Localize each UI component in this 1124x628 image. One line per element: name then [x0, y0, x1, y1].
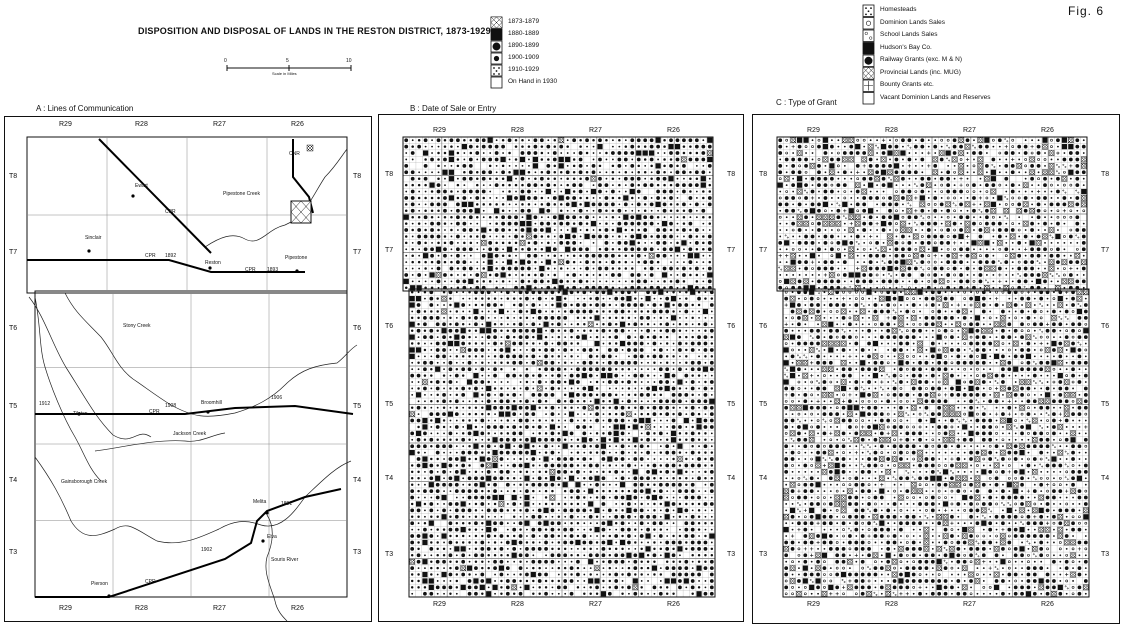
- figure-number: Fig. 6: [1068, 4, 1105, 18]
- stony-creek: [65, 293, 357, 416]
- range-label-top: R27: [589, 127, 602, 134]
- township-label-left: T5: [385, 401, 394, 408]
- cpr-reston-line: [27, 260, 305, 272]
- panelB-grid: [379, 115, 745, 623]
- township-label-left: T8: [759, 171, 768, 178]
- township-label-right: T8: [353, 173, 362, 180]
- legend-swatch-small: [491, 65, 502, 76]
- reserve-marker: [307, 145, 313, 151]
- township-label-right: T7: [727, 247, 736, 254]
- township-label-right: T8: [727, 171, 736, 178]
- township-label-left: T6: [759, 323, 768, 330]
- township-label-right: T5: [353, 403, 362, 410]
- panel-b-title: B : Date of Sale or Entry: [410, 104, 497, 113]
- legend-label: Vacant Dominion Lands and Reserves: [880, 93, 991, 101]
- legend-swatch-med: [491, 53, 502, 64]
- township-label-left: T6: [385, 323, 394, 330]
- map-label-cpr: CPR: [149, 409, 160, 415]
- scale-tick-5: 5: [286, 58, 289, 64]
- legend-swatch-ring: [863, 18, 874, 30]
- legend-swatch-black: [863, 43, 874, 55]
- map-label-pierson: Pierson: [91, 581, 108, 587]
- range-label-bottom: R27: [589, 601, 602, 608]
- township-label-left: T4: [759, 475, 768, 482]
- map-label-souris_river: Souris River: [271, 557, 299, 563]
- range-label-top: R29: [807, 127, 820, 134]
- legend-label: Bounty Grants etc.: [880, 81, 934, 88]
- map-label-y1893: 1893: [267, 267, 279, 273]
- legend-swatch-small: [863, 5, 874, 17]
- panelC-grid: [753, 115, 1119, 623]
- range-label-bottom: R28: [135, 605, 148, 612]
- upper-river: [29, 297, 151, 439]
- range-label-top: R28: [511, 127, 524, 134]
- map-label-cnr: CNR: [289, 151, 300, 157]
- township-label-left: T3: [759, 551, 768, 558]
- legend-label: Dominion Lands Sales: [880, 18, 946, 26]
- map-title: DISPOSITION AND DISPOSAL OF LANDS IN THE RESTON DISTRICT, 1873-1929: [138, 26, 491, 36]
- scale-label: Scale in Miles: [272, 71, 297, 76]
- township-label-right: T3: [353, 549, 362, 556]
- township-label-right: T6: [1101, 323, 1110, 330]
- range-label-bottom: R29: [433, 601, 446, 608]
- map-label-y1892: 1892: [165, 253, 177, 259]
- range-label-bottom: R26: [667, 601, 680, 608]
- legend-label: On Hand in 1930: [508, 78, 558, 85]
- legend-label: Hudson's Bay Co.: [880, 43, 932, 51]
- township-label-left: T7: [9, 249, 18, 256]
- legend-swatch-cross: [491, 17, 502, 28]
- legend-label: School Lands Sales: [880, 31, 938, 38]
- township-label-right: T5: [727, 401, 736, 408]
- township-label-left: T6: [9, 325, 18, 332]
- township-label-right: T4: [727, 475, 736, 482]
- township-label-right: T7: [353, 249, 362, 256]
- map-label-cpr: CPR: [145, 579, 156, 585]
- map-label-reston: Reston: [205, 260, 221, 266]
- town-marker: [131, 194, 134, 197]
- reserve-block: [291, 201, 311, 223]
- legend-label: 1900-1909: [508, 54, 540, 61]
- map-label-elva: Elva: [267, 534, 277, 540]
- town-marker: [107, 594, 110, 597]
- legend-label: 1910-1929: [508, 66, 540, 73]
- panel-a: [4, 116, 372, 622]
- township-label-left: T3: [9, 549, 18, 556]
- map-label-gainsborough_creek: Gainsborough Creek: [61, 479, 108, 485]
- legend-swatch-big: [491, 41, 502, 52]
- legend-label: 1880-1889: [508, 30, 540, 37]
- map-label-sinclair: Sinclair: [85, 235, 102, 241]
- legend-swatch-plus: [863, 80, 874, 92]
- town-marker: [206, 410, 209, 413]
- range-label-top: R26: [291, 121, 304, 128]
- map-label-y1912: 1912: [39, 401, 51, 407]
- dateLegend-swatches: [490, 16, 506, 92]
- panel-c-title: C : Type of Grant: [776, 98, 837, 107]
- township-label-right: T4: [353, 477, 362, 484]
- grantLegend-swatches: [862, 4, 878, 108]
- town-marker: [208, 266, 211, 269]
- map-label-tilston: Tilston: [73, 411, 88, 417]
- township-label-right: T6: [353, 325, 362, 332]
- map-label-cpr: CPR: [165, 209, 176, 215]
- town-marker: [87, 249, 90, 252]
- range-label-bottom: R27: [963, 601, 976, 608]
- township-label-right: T6: [727, 323, 736, 330]
- range-label-top: R29: [59, 121, 72, 128]
- map-label-y1891: 1891: [281, 501, 293, 507]
- township-label-right: T3: [727, 551, 736, 558]
- range-label-bottom: R29: [807, 601, 820, 608]
- grant-legend: [862, 4, 1042, 108]
- scale-bar: [224, 60, 354, 80]
- township-label-right: T3: [1101, 551, 1110, 558]
- township-label-right: T5: [1101, 401, 1110, 408]
- range-label-top: R26: [667, 127, 680, 134]
- township-label-left: T3: [385, 551, 394, 558]
- legend-label: 1873-1879: [508, 18, 540, 25]
- date-legend: [490, 16, 600, 96]
- legend-swatch-ring2: [863, 30, 874, 42]
- legend-label: Provincial Lands (inc. MUG): [880, 68, 961, 76]
- range-label-bottom: R29: [59, 605, 72, 612]
- range-label-top: R29: [433, 127, 446, 134]
- map-label-y1908: 1908: [165, 403, 177, 409]
- range-label-bottom: R27: [213, 605, 226, 612]
- legend-label: Homesteads: [880, 6, 917, 13]
- panel-b: [378, 114, 744, 622]
- map-label-pipestone: Pipestone: [285, 255, 308, 261]
- legend-swatch-black: [491, 29, 502, 40]
- panel-c: [752, 114, 1120, 624]
- range-label-top: R27: [963, 127, 976, 134]
- map-label-broomhill: Broomhill: [201, 400, 222, 406]
- range-label-top: R28: [885, 127, 898, 134]
- scale-tick-0: 0: [224, 58, 227, 64]
- range-label-bottom: R28: [511, 601, 524, 608]
- cpr-ewart-line: [99, 139, 211, 253]
- gainsborough-creek: [35, 457, 351, 543]
- town-marker: [265, 511, 268, 514]
- township-label-right: T7: [1101, 247, 1110, 254]
- range-label-top: R27: [213, 121, 226, 128]
- range-label-top: R26: [1041, 127, 1054, 134]
- township-label-left: T7: [759, 247, 768, 254]
- map-label-y1906: 1906: [271, 395, 283, 401]
- legend-swatch-cross: [863, 68, 874, 80]
- township-label-left: T5: [759, 401, 768, 408]
- legend-label: Railway Grants (exc. M & N): [880, 56, 962, 63]
- map-label-stony_creek: Stony Creek: [123, 323, 151, 329]
- panel-a-title: A : Lines of Communication: [36, 104, 134, 113]
- township-label-left: T5: [9, 403, 18, 410]
- map-label-pipestone_creek: Pipestone Creek: [223, 191, 260, 197]
- map-label-jackson_creek: Jackson Creek: [173, 431, 207, 437]
- map-label-y1902: 1902: [201, 547, 213, 553]
- range-label-bottom: R26: [1041, 601, 1054, 608]
- legend-swatch-big: [863, 55, 874, 67]
- range-label-bottom: R28: [885, 601, 898, 608]
- legend-swatch-empty: [491, 77, 502, 88]
- township-label-right: T8: [1101, 171, 1110, 178]
- map-label-cpr: CPR: [145, 253, 156, 259]
- township-label-right: T4: [1101, 475, 1110, 482]
- cpr-pierson-line: [35, 489, 341, 597]
- pipestone-creek: [205, 149, 347, 247]
- range-label-bottom: R26: [291, 605, 304, 612]
- township-label-left: T8: [9, 173, 18, 180]
- legend-swatch-empty: [863, 93, 874, 105]
- legend-label: 1890-1899: [508, 42, 540, 49]
- township-label-left: T4: [385, 475, 394, 482]
- communication-map: [5, 117, 371, 621]
- township-label-left: T4: [9, 477, 18, 484]
- scale-tick-10: 10: [346, 58, 352, 64]
- range-label-top: R28: [135, 121, 148, 128]
- town-marker: [295, 269, 298, 272]
- map-label-melita: Melita: [253, 499, 267, 505]
- township-label-left: T8: [385, 171, 394, 178]
- map-label-ewart: Ewart: [135, 183, 148, 189]
- town-marker: [261, 539, 264, 542]
- map-label-cpr: CPR: [245, 267, 256, 273]
- township-label-left: T7: [385, 247, 394, 254]
